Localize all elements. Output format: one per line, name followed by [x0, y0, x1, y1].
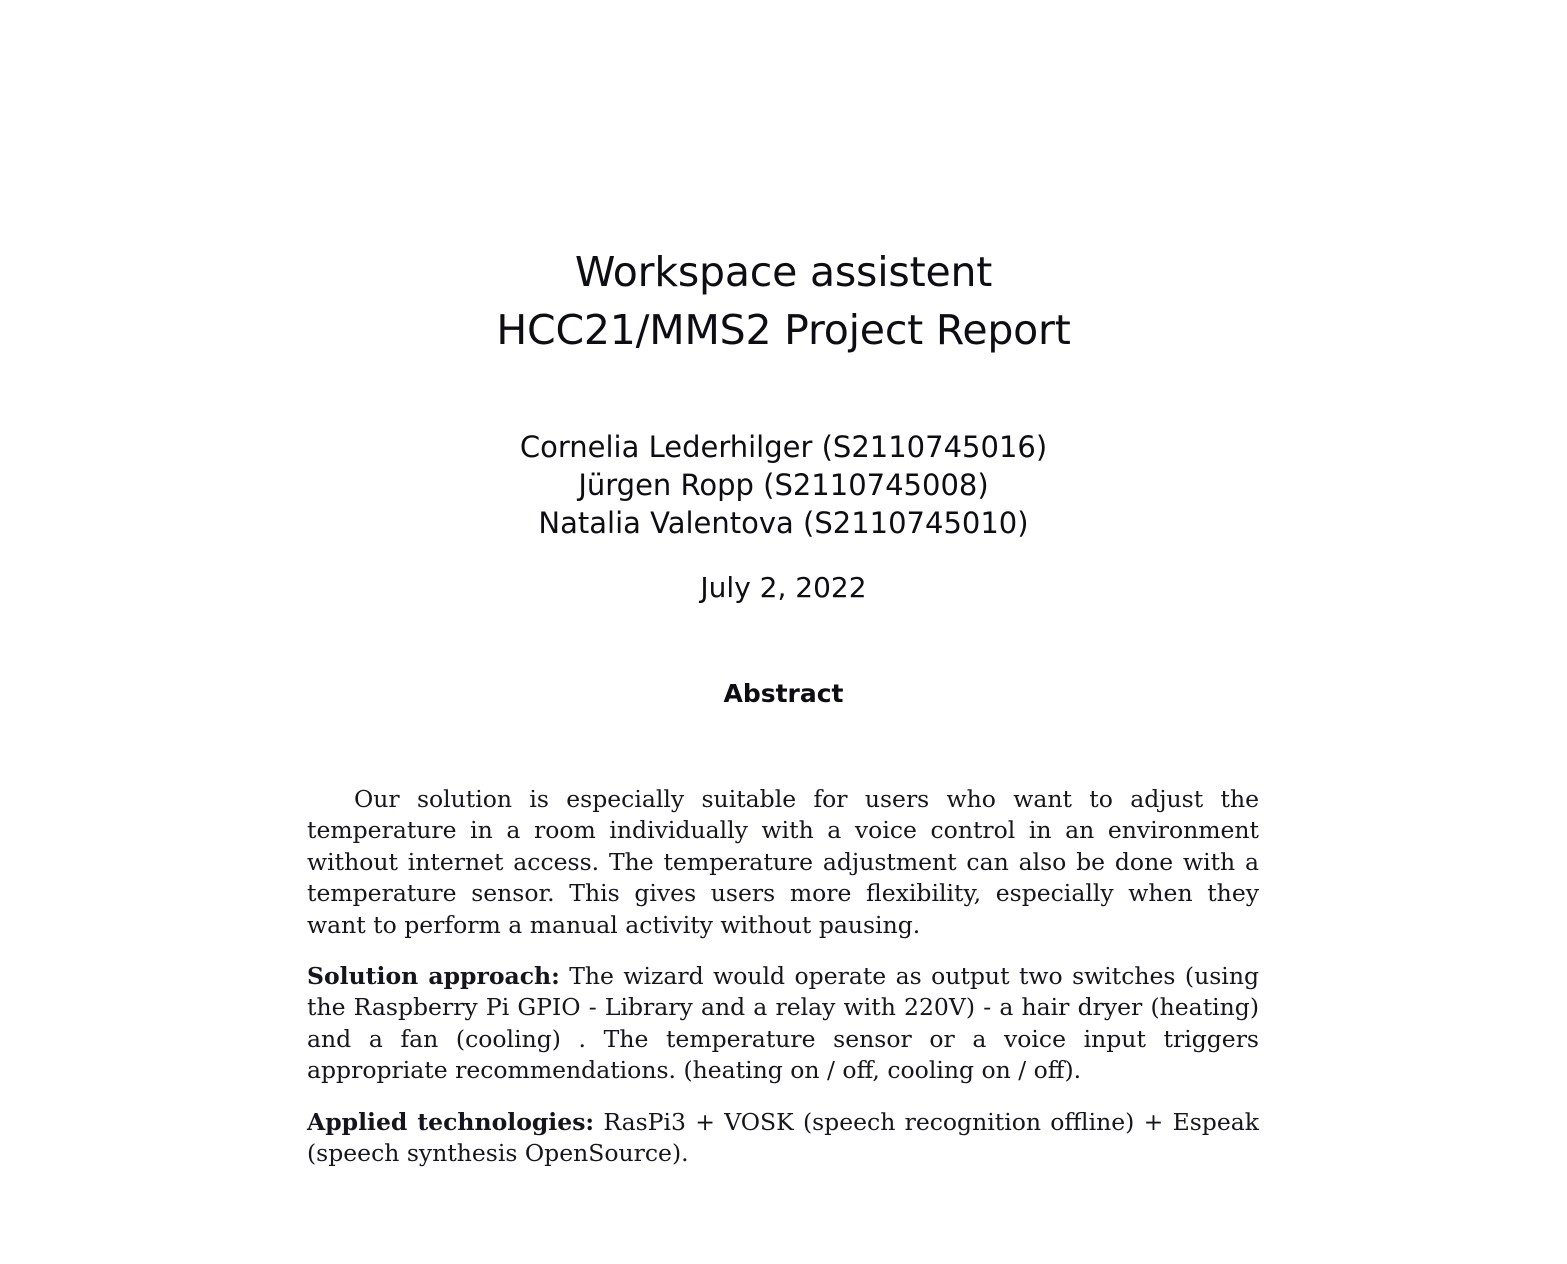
applied-technologies-text: RasPi3 + VOSK (speech recognition offline) + Espeak (speech synthesis OpenSource). [307, 1107, 1259, 1168]
abstract-paragraph-intro-text: Our solution is especially suitable for users who want to adjust the temperature in a room individually with a voice control in an environment without internet access. The temperature adjustment can also be done with a temperature sensor. This gives users more flexibility, especially when they want to perform a manual activity without pausing. [307, 785, 1259, 939]
document-title-line-2: HCC21/MMS2 Project Report [496, 306, 1071, 354]
abstract-paragraph-intro [307, 784, 1259, 941]
title-block [0, 243, 1567, 359]
applied-technologies-label: Applied technologies: [307, 1107, 595, 1136]
abstract-paragraph-applied-technologies [307, 1107, 1259, 1170]
solution-approach-label: Solution approach: [307, 962, 560, 991]
author-line-2: Jürgen Ropp (S2110745008) [578, 468, 989, 502]
authors-block [0, 428, 1567, 542]
date-block [0, 570, 1567, 606]
document-title-line-1: Workspace assistent [574, 248, 993, 296]
abstract-heading: Abstract [723, 679, 844, 708]
abstract-paragraph-solution-approach [307, 961, 1259, 1087]
document-date: July 2, 2022 [700, 571, 867, 604]
abstract-body [307, 784, 1259, 1169]
author-line-1: Cornelia Lederhilger (S2110745016) [519, 430, 1048, 464]
author-line-3: Natalia Valentova (S2110745010) [538, 506, 1029, 540]
solution-approach-text: The wizard would operate as output two switches (using the Raspberry Pi GPIO - Library and a relay with 220V) - a hair dryer (heating) and a fan (cooling) . The temperature sensor or a voice input triggers appropriate recommendations. (heating on / off, cooling on / off). [307, 962, 1259, 1085]
